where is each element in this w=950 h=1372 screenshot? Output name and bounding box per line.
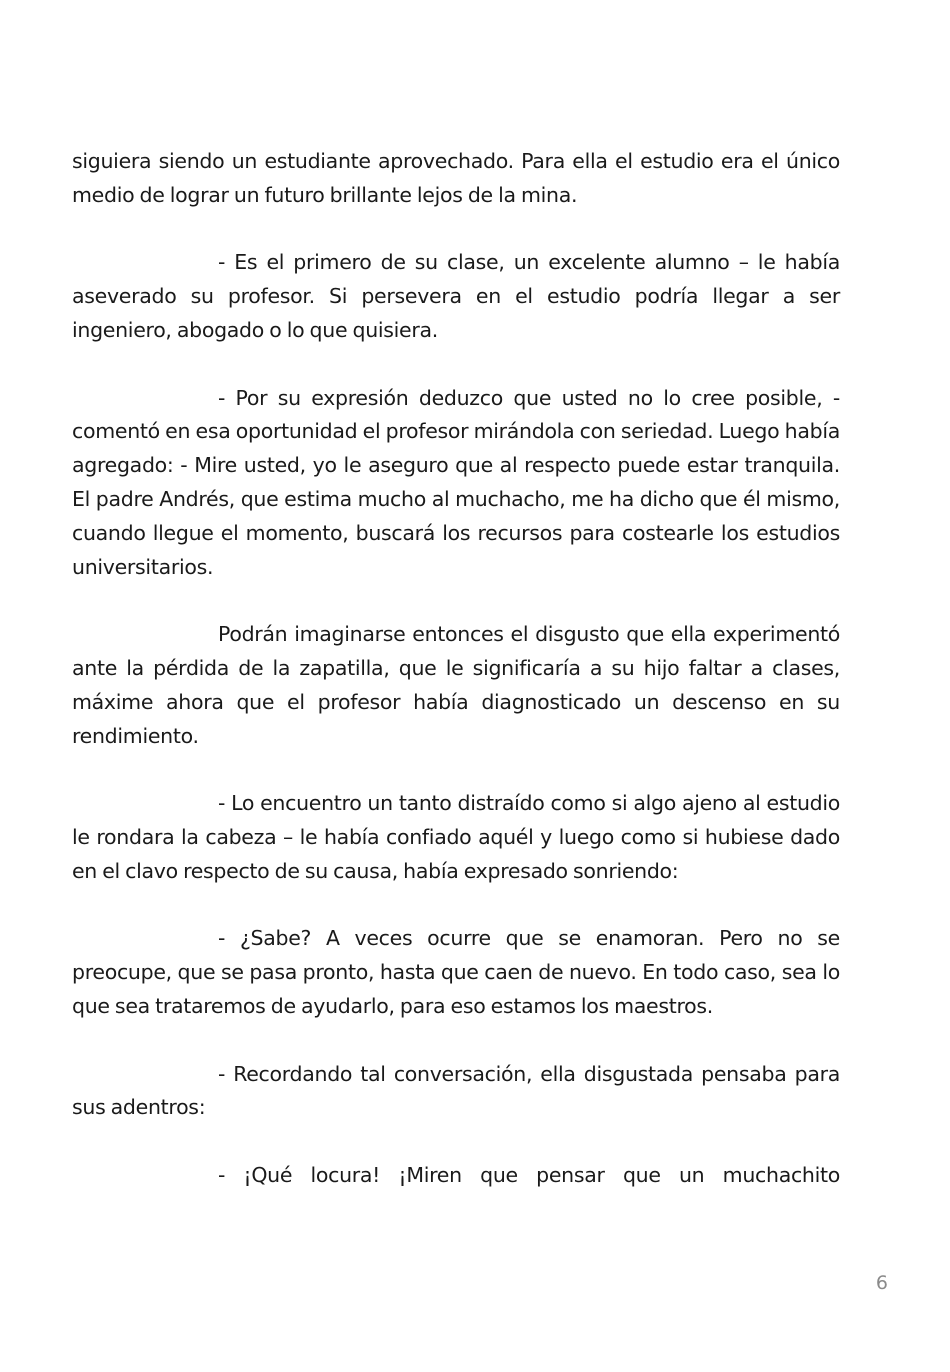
paragraph-7: - Recordando tal conversación, ella disgustada pensaba para sus adentros: — [72, 1061, 840, 1120]
body-text — [72, 145, 840, 1193]
paragraph-1: siguiera siendo un estudiante aprovechado. Para ella el estudio era el único medio de lograr un futuro brillante lejos de la mina. — [72, 149, 840, 207]
paragraph-4: Podrán imaginarse entonces el disgusto que ella experimentó ante la pérdida de la zapatilla, que le significaría a su hijo faltar a clases, máxime ahora que el profesor había diagnosticado un descenso en su rendimiento. — [72, 622, 840, 748]
paragraph-3: - Por su expresión deduzco que usted no lo cree posible, -comentó en esa oportunidad el profesor mirándola con seriedad. Luego había agregado: - Mire usted, yo le aseguro que al respecto puede estar tranquila. El padre Andrés, que estima mucho al muchacho, me ha dicho que él mismo, cuando llegue el momento, buscará los recursos para costearle los estudios universitarios. — [72, 385, 840, 579]
paragraph-2: - Es el primero de su clase, un excelente alumno – le había aseverado su profesor. Si persevera en el estudio podría llegar a ser ingeniero, abogado o lo que quisiera. — [72, 250, 840, 342]
paragraph-6: - ¿Sabe? A veces ocurre que se enamoran. Pero no se preocupe, que se pasa pronto, hasta que caen de nuevo. En todo caso, sea lo que sea trataremos de ayudarlo, para eso estamos los maestros. — [72, 926, 840, 1018]
page-number: 6 — [875, 1272, 888, 1294]
paragraph-5: - Lo encuentro un tanto distraído como si algo ajeno al estudio le rondara la cabeza – le había confiado aquél y luego como si hubiese dado en el clavo respecto de su causa, había expresado sonriendo: — [72, 791, 840, 883]
paragraph-8: - ¡Qué locura! ¡Miren que pensar que un muchachito — [218, 1162, 840, 1187]
